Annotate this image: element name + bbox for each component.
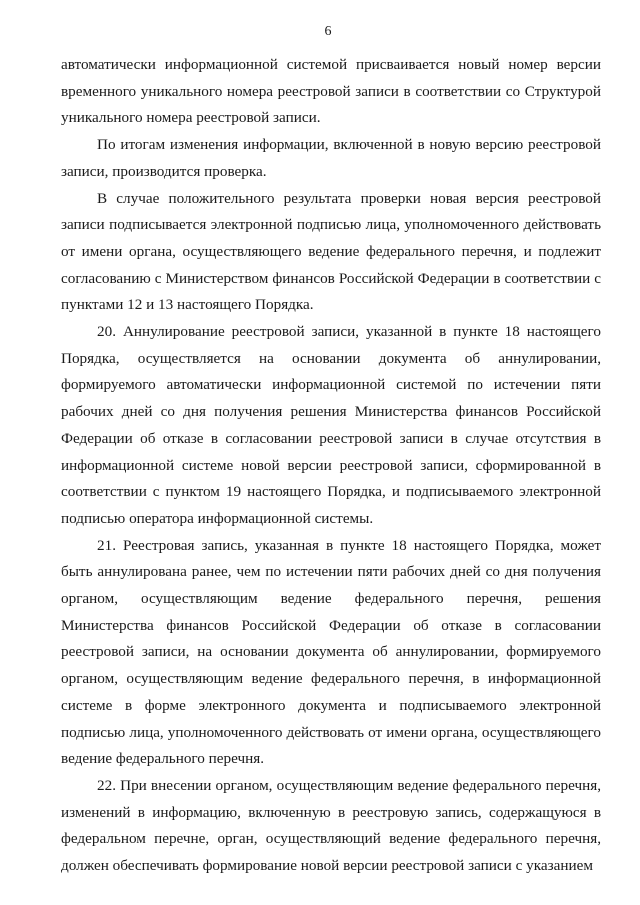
- page-number: 6: [324, 24, 332, 39]
- paragraph-positive-result: В случае положительного результата проверки новая версия реестровой записи подписывается электронной подписью лица, уполномоченного действовать от имени органа, осуществляющего ведение федерального перечня, и подлежит согласованию с Министерством финансов Российской Федерации в соответствии с пунктами 12 и 13 настоящего Порядка.: [61, 189, 601, 314]
- paragraph-item-21: 21. Реестровая запись, указанная в пункте 18 настоящего Порядка, может быть аннулирована ранее, чем по истечении пяти рабочих дней со дня получения органом, осуществляющим ведение федерального перечня, решения Министерства финансов Российской Федерации об отказе в согласовании реестровой записи, на основании документа об аннулировании, формируемого органом, осуществляющим ведение федерального перечня, в информационной системе в форме электронного документа и подписываемого электронной подписью лица, уполномоченного действовать от имени органа, осуществляющего ведение федерального перечня.: [61, 536, 601, 768]
- paragraph-continuation: автоматически информационной системой присваивается новый номер версии временного уникального номера реестровой записи в соответствии со Структурой уникального номера реестровой записи.: [61, 56, 601, 127]
- paragraph-check-results: По итогам изменения информации, включенной в новую версию реестровой записи, производится проверка.: [61, 136, 601, 180]
- paragraph-item-20: 20. Аннулирование реестровой записи, указанной в пункте 18 настоящего Порядка, осуществляется на основании документа об аннулировании, формируемого автоматически информационной системой по истечении пяти рабочих дней со дня получения решения Министерства финансов Российской Федерации об отказе в согласовании реестровой записи в случае отсутствия в информационной системе новой версии реестровой записи, сформированной в соответствии с пунктом 19 настоящего Порядка, и подписываемого электронной подписью оператора информационной системы.: [61, 323, 601, 527]
- document-body: [61, 52, 601, 880]
- paragraph-item-22: 22. При внесении органом, осуществляющим ведение федерального перечня, изменений в информацию, включенную в реестровую запись, содержащуюся в федеральном перечне, орган, осуществляющий ведение федерального перечня, должен обеспечивать формирование новой версии реестровой записи с указанием: [61, 776, 601, 875]
